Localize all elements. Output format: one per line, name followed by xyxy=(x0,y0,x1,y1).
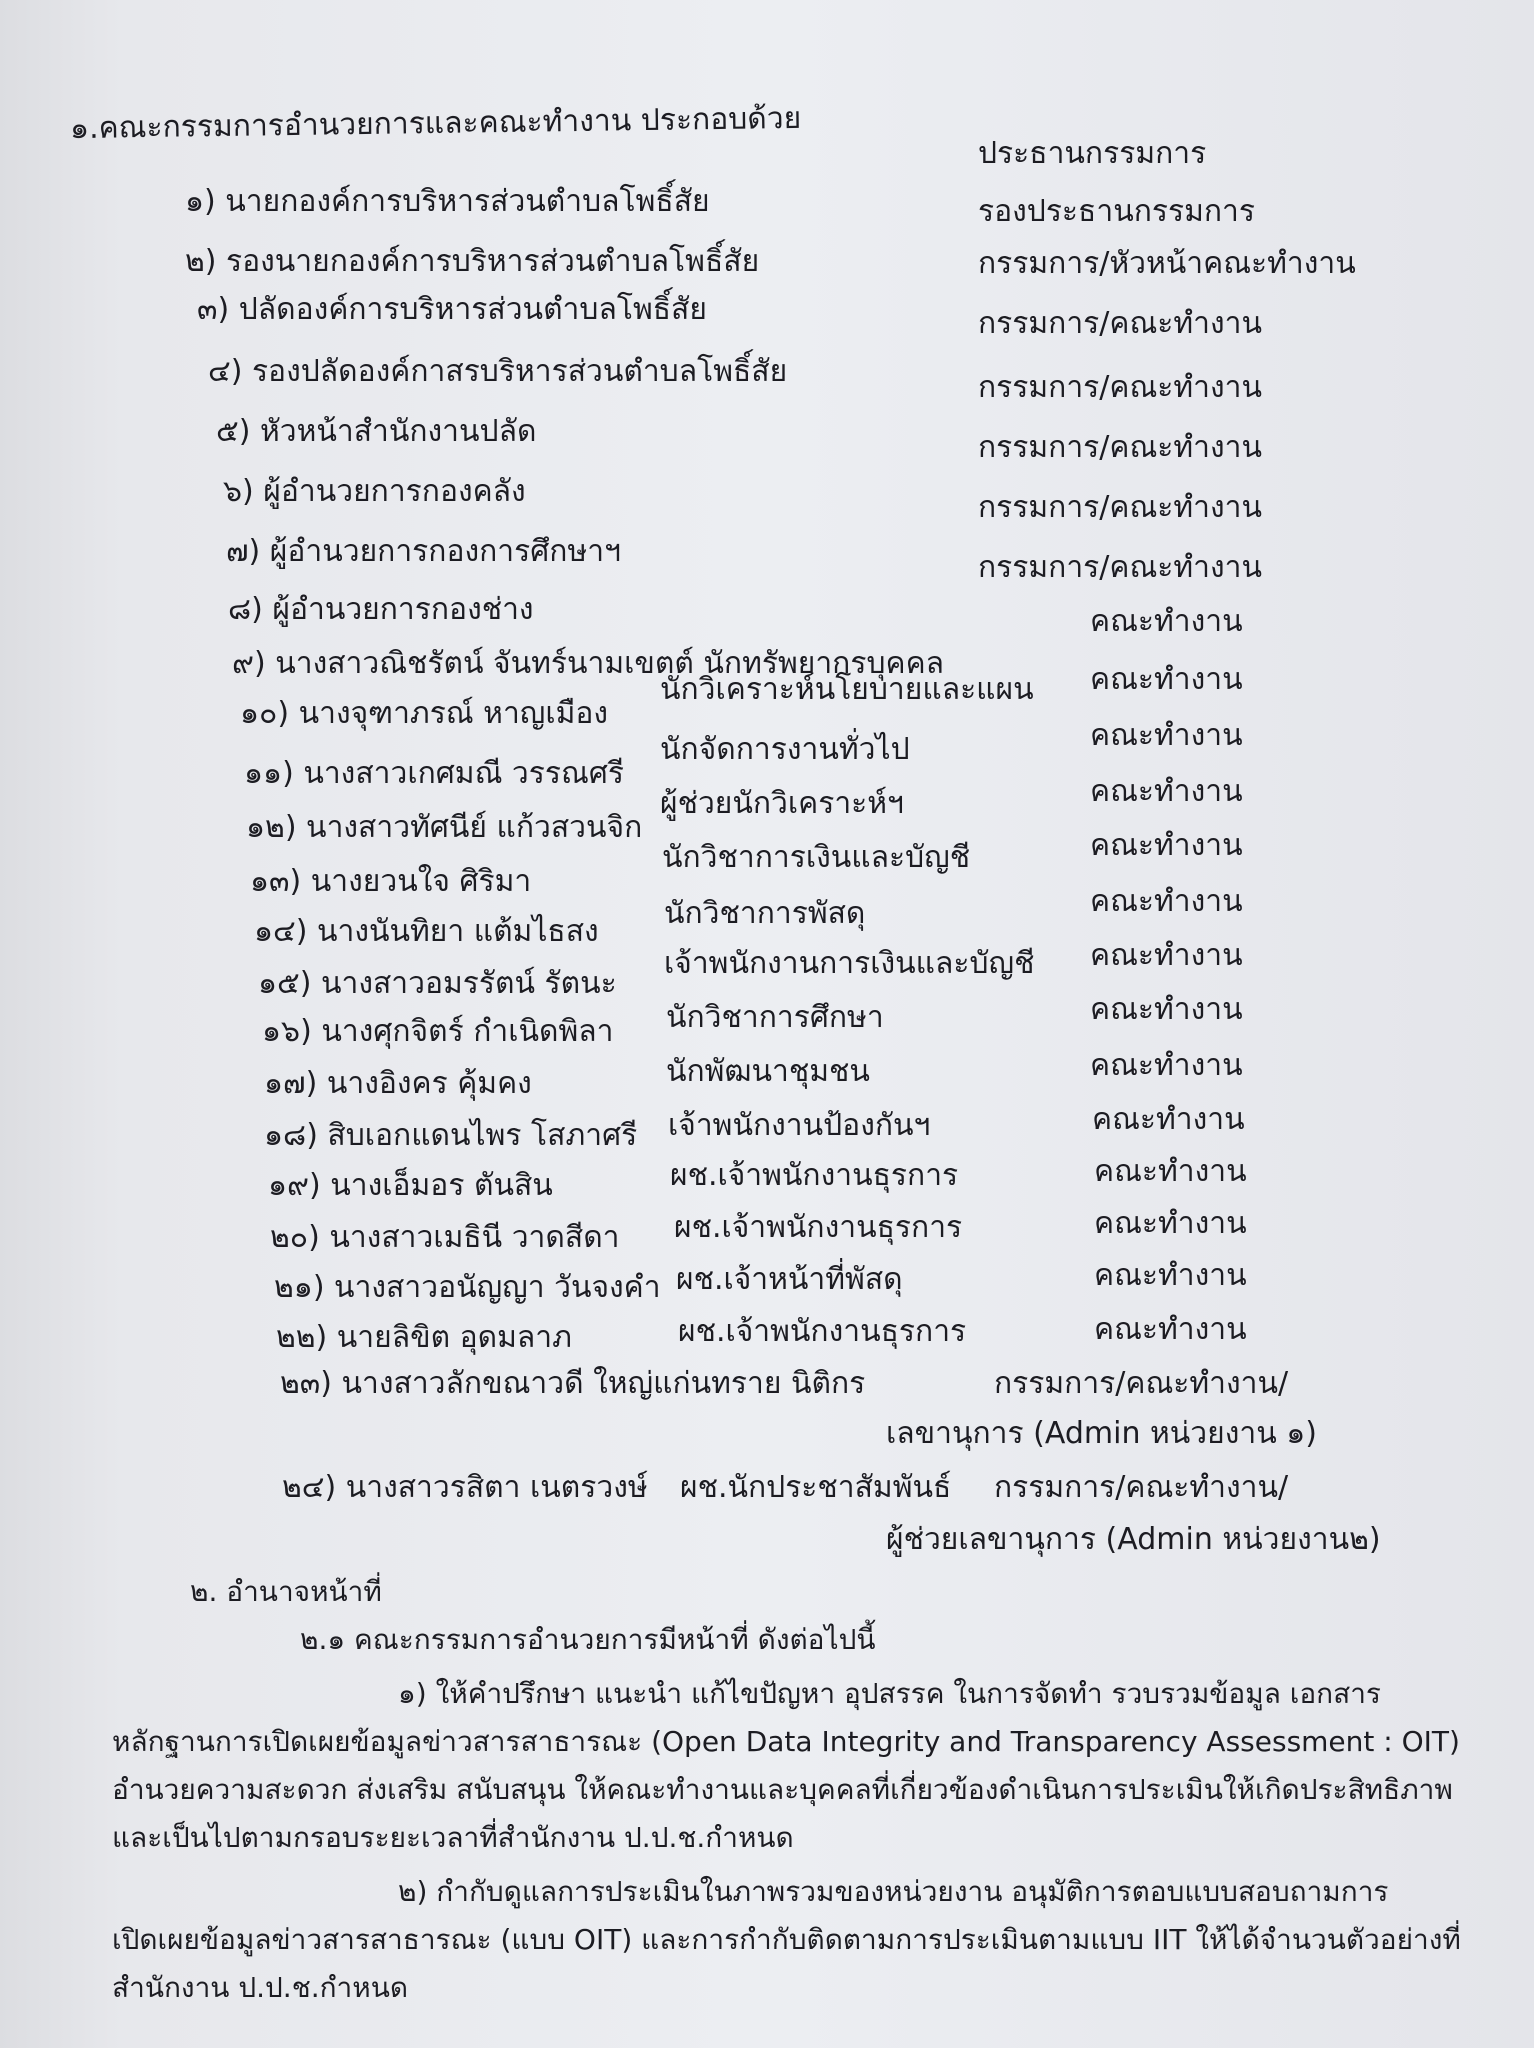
member-23-role-line2: เลขานุการ (Admin หน่วยงาน ๑) xyxy=(886,1416,1318,1451)
staff-20-name: ๒๐) นางสาวเมธินี วาดสีดา xyxy=(270,1220,620,1255)
staff-14-position: นักวิชาการพัสดุ xyxy=(664,896,866,931)
member-23-name: ๒๓) นางสาวลักขณาวดี ใหญ่แก่นทราย นิติกร xyxy=(280,1366,866,1401)
member-4-role: กรรมการ/คณะทำงาน xyxy=(978,306,1263,341)
staff-12-role: คณะทำงาน xyxy=(1090,774,1243,809)
member-9-text: ๙) นางสาวณิชรัตน์ จันทร์นามเขตต์ นักทรัพยากรบุคคล xyxy=(232,646,945,681)
member-6-role: กรรมการ/คณะทำงาน xyxy=(978,430,1263,465)
staff-15-name: ๑๕) นางสาวอมรรัตน์ รัตนะ xyxy=(258,966,617,1001)
staff-10-role: คณะทำงาน xyxy=(1090,662,1243,697)
member-2-role: รองประธานกรรมการ xyxy=(978,194,1256,229)
member-8-role: กรรมการ/คณะทำงาน xyxy=(978,550,1263,585)
paragraph-1-line: และเป็นไปตามกรอบระยะเวลาที่สำนักงาน ป.ป.ช.กำหนด xyxy=(112,1821,794,1854)
member-24-role: กรรมการ/คณะทำงาน/ xyxy=(994,1470,1289,1505)
staff-11-name: ๑๑) นางสาวเกศมณี วรรณศรี xyxy=(244,756,624,791)
staff-10-name: ๑๐) นางจุฑาภรณ์ หาญเมือง xyxy=(240,696,609,731)
staff-16-role: คณะทำงาน xyxy=(1090,992,1243,1027)
staff-21-position: ผช.เจ้าหน้าที่พัสดุ xyxy=(676,1262,903,1297)
section-2-title: ๒. อำนาจหน้าที่ xyxy=(190,1575,382,1608)
member-6-name: ๖) ผู้อำนวยการกองคลัง xyxy=(223,474,526,509)
member-24-role-line2: ผู้ช่วยเลขานุการ (Admin หน่วยงาน๒) xyxy=(886,1522,1381,1557)
member-7-role: กรรมการ/คณะทำงาน xyxy=(978,490,1263,525)
staff-12-position: ผู้ช่วยนักวิเคราะห์ฯ xyxy=(660,786,904,821)
staff-19-position: ผช.เจ้าพนักงานธุรการ xyxy=(670,1158,959,1193)
staff-19-name: ๑๙) นางเอ็มอร ตันสิน xyxy=(268,1168,553,1203)
staff-17-name: ๑๗) นางอิงคร คุ้มคง xyxy=(264,1066,532,1101)
staff-22-name: ๒๒) นายลิขิต อุดมลาภ xyxy=(276,1320,572,1355)
staff-11-position: นักจัดการงานทั่วไป xyxy=(660,732,910,767)
staff-16-name: ๑๖) นางศุกจิตร์ กำเนิดพิลา xyxy=(262,1014,614,1049)
staff-15-position: เจ้าพนักงานการเงินและบัญชี xyxy=(664,946,1035,981)
member-2-name: ๒) รองนายกองค์การบริหารส่วนตำบลโพธิ์สัย xyxy=(185,244,760,279)
staff-18-name: ๑๘) สิบเอกแดนไพร โสภาศรี xyxy=(264,1118,638,1153)
paragraph-2-line: เปิดเผยข้อมูลข่าวสารสาธารณะ (แบบ OIT) และการกำกับติดตามการประเมินตามแบบ IIT ให้ได้จำนวนตัวอย่างที่ xyxy=(112,1923,1461,1956)
staff-19-role: คณะทำงาน xyxy=(1094,1154,1247,1189)
paragraph-2-line: สำนักงาน ป.ป.ช.กำหนด xyxy=(112,1971,409,2004)
member-7-name: ๗) ผู้อำนวยการกองการศึกษาฯ xyxy=(226,534,621,569)
member-24-position: ผช.นักประชาสัมพันธ์ xyxy=(680,1470,952,1505)
paragraph-2-line: ๒) กำกับดูแลการประเมินในภาพรวมของหน่วยงาน อนุมัติการตอบแบบสอบถามการ xyxy=(398,1875,1389,1908)
member-3-role: กรรมการ/หัวหน้าคณะทำงาน xyxy=(978,246,1356,281)
staff-17-role: คณะทำงาน xyxy=(1090,1048,1243,1083)
member-8-name: ๘) ผู้อำนวยการกองช่าง xyxy=(228,592,534,627)
staff-16-position: นักวิชาการศึกษา xyxy=(666,1000,884,1035)
member-4-name: ๔) รองปลัดองค์กาสรบริหารส่วนตำบลโพธิ์สัย xyxy=(208,354,788,389)
member-5-name: ๕) หัวหน้าสำนักงานปลัด xyxy=(216,414,537,449)
staff-13-role: คณะทำงาน xyxy=(1090,828,1243,863)
staff-21-name: ๒๑) นางสาวอนัญญา วันจงคำ xyxy=(274,1270,661,1305)
member-1-name: ๑) นายกองค์การบริหารส่วนตำบลโพธิ์สัย xyxy=(185,184,710,219)
member-5-role: กรรมการ/คณะทำงาน xyxy=(978,370,1263,405)
staff-15-role: คณะทำงาน xyxy=(1090,938,1243,973)
member-3-name: ๓) ปลัดองค์การบริหารส่วนตำบลโพธิ์สัย xyxy=(197,292,707,327)
member-9-role: คณะทำงาน xyxy=(1090,604,1243,639)
staff-12-name: ๑๒) นางสาวทัศนีย์ แก้วสวนจิก xyxy=(246,810,643,845)
staff-21-role: คณะทำงาน xyxy=(1094,1258,1247,1293)
section-1-heading: ๑.คณะกรรมการอำนวยการและคณะทำงาน ประกอบด้วย xyxy=(69,100,802,147)
staff-10-position: นักวิเคราะห์นโยบายและแผน xyxy=(660,672,1034,707)
staff-14-name: ๑๔) นางนันทิยา แต้มไธสง xyxy=(254,914,599,949)
paragraph-1-line: ๑) ให้คำปรึกษา แนะนำ แก้ไขปัญหา อุปสรรค ในการจัดทำ รวบรวมข้อมูล เอกสาร xyxy=(398,1677,1381,1710)
paragraph-1-line: อำนวยความสะดวก ส่งเสริม สนับสนุน ให้คณะทำงานและบุคคลที่เกี่ยวข้องดำเนินการประเมินให้เกิดประสิทธิภาพ xyxy=(112,1773,1453,1806)
staff-18-position: เจ้าพนักงานป้องกันฯ xyxy=(668,1108,931,1143)
staff-22-position: ผช.เจ้าพนักงานธุรการ xyxy=(678,1314,967,1349)
staff-22-role: คณะทำงาน xyxy=(1094,1312,1247,1347)
staff-13-name: ๑๓) นางยวนใจ ศิริมา xyxy=(250,864,532,899)
staff-17-position: นักพัฒนาชุมชน xyxy=(666,1054,870,1089)
paragraph-1-line: หลักฐานการเปิดเผยข้อมูลข่าวสารสาธารณะ (Open Data Integrity and Transparency Assessment : OIT) xyxy=(112,1725,1460,1758)
staff-14-role: คณะทำงาน xyxy=(1090,884,1243,919)
staff-18-role: คณะทำงาน xyxy=(1092,1102,1245,1137)
staff-13-position: นักวิชาการเงินและบัญชี xyxy=(662,840,971,875)
member-1-role: ประธานกรรมการ xyxy=(978,136,1207,171)
staff-20-role: คณะทำงาน xyxy=(1094,1206,1247,1241)
member-24-name: ๒๔) นางสาวรสิตา เนตรวงษ์ xyxy=(282,1470,648,1505)
section-2-1-heading: ๒.๑ คณะกรรมการอำนวยการมีหน้าที่ ดังต่อไปนี้ xyxy=(300,1623,876,1656)
staff-20-position: ผช.เจ้าพนักงานธุรการ xyxy=(674,1210,963,1245)
staff-11-role: คณะทำงาน xyxy=(1090,718,1243,753)
member-23-role: กรรมการ/คณะทำงาน/ xyxy=(994,1366,1289,1401)
